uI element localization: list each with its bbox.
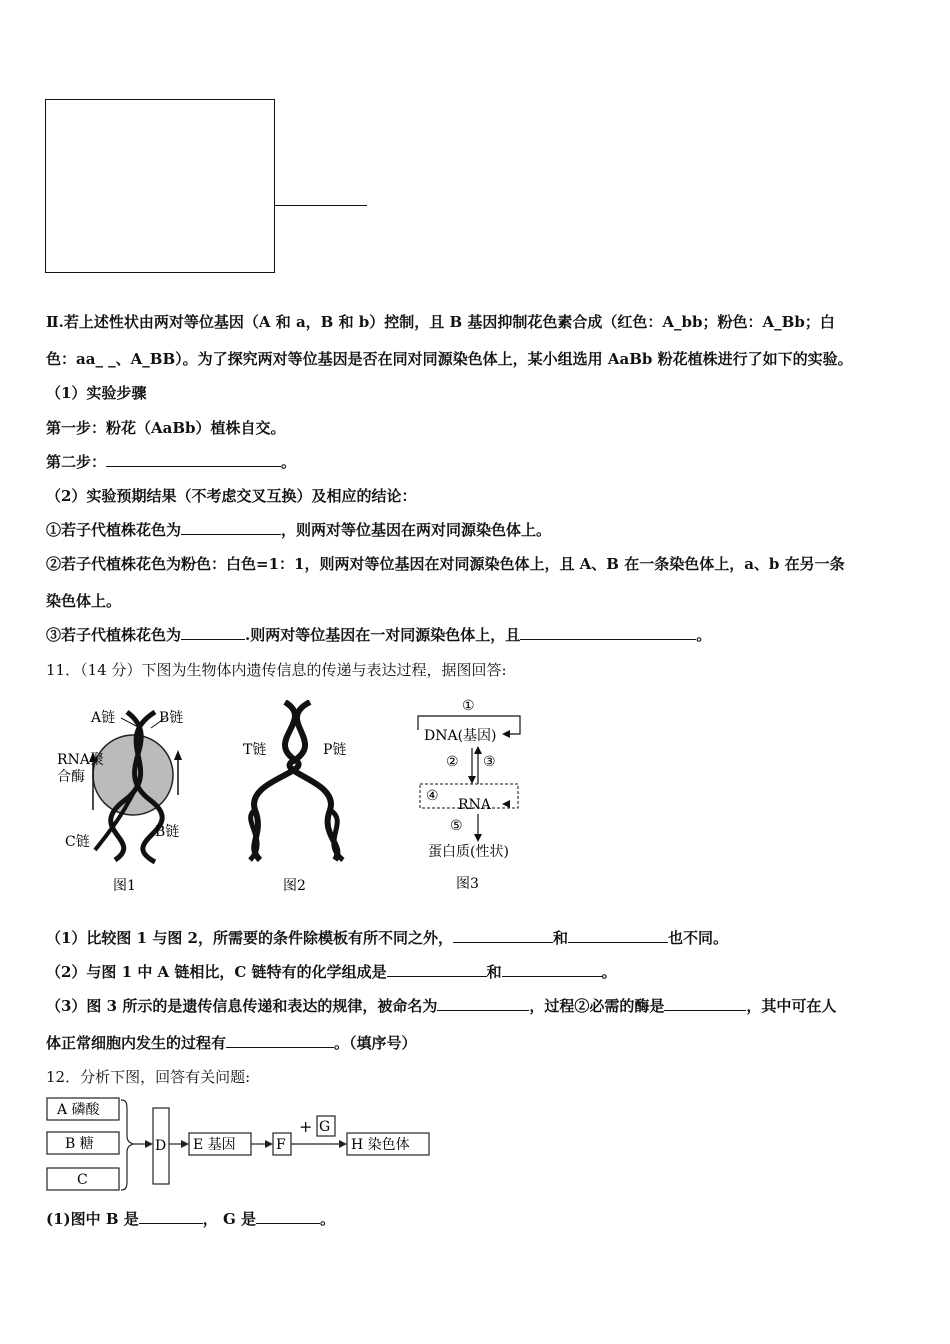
result3-suffix: 。 (696, 626, 712, 644)
q11-sub1-suffix: 也不同。 (668, 929, 729, 947)
result2-line2: 染色体上。 (46, 592, 122, 610)
q12-sub1-prefix: (1)图中 B 是 (46, 1210, 139, 1228)
q12-diagram (45, 1096, 435, 1196)
step1: 第一步：粉花（AaBb）植株自交。 (46, 419, 286, 437)
box-h-label: H 染色体 (351, 1137, 410, 1153)
arrow-up-right-head (174, 750, 182, 760)
result1-blank[interactable] (181, 520, 281, 535)
part2-line2: 色：aa_ _、A_BB）。为了探究两对等位基因是否在同对同源染色体上，某小组选用 AaBb 粉花植株进行了如下的实验。 (46, 350, 853, 368)
box-f-label: F (276, 1137, 286, 1153)
box-b-label: B 糖 (65, 1136, 94, 1152)
dna-label: DNA(基因) (424, 728, 497, 744)
box-a-label: A 磷酸 (57, 1102, 100, 1118)
q11-sub3-cont (46, 1032, 417, 1053)
b-chain-bottom-label: B链 (155, 824, 180, 840)
q11-title: 11．（14 分）下图为生物体内遗传信息的传递与表达过程，据图回答: (46, 661, 507, 679)
q12-sub1 (46, 1208, 335, 1229)
figure-1-caption: 图1 (113, 878, 136, 894)
process-3-label: ③ (483, 754, 496, 770)
box-e-label: E 基因 (193, 1137, 236, 1153)
a-chain-label: A链 (91, 710, 116, 726)
q11-sub2-mid: 和 (486, 963, 502, 981)
rna-arrowhead (502, 800, 510, 808)
q11-sub3-mid: ，过程②必需的酶是 (529, 997, 665, 1015)
arrow-to-e-head (181, 1140, 189, 1148)
result3-mid: .则两对等位基因在一对同源染色体上，且 (245, 626, 521, 644)
result2-line1: ②若子代植株花色为粉色：白色=1：1，则两对等位基因在对同源染色体上，且 A、B 在一条染色体上，a、b 在另一条 (46, 555, 845, 573)
rna-polymerase-label-2: 合酶 (57, 769, 85, 785)
q11-sub3-blank-1[interactable] (437, 996, 529, 1011)
box-c-label: C (77, 1172, 88, 1188)
arrow-to-f-head (265, 1140, 273, 1148)
reverse-transcription-arrowhead (474, 746, 482, 754)
process-4-label: ④ (426, 788, 439, 804)
protein-label: 蛋白质(性状) (428, 844, 509, 860)
q11-sub3b-prefix: 体正常细胞内发生的过程有 (46, 1034, 227, 1052)
q12-sub1-blank-2[interactable] (256, 1209, 320, 1224)
q11-sub3-prefix: （3）图 3 所示的是遗传信息传递和表达的规律，被命名为 (46, 997, 438, 1015)
rna-label: RNA (458, 797, 491, 813)
replication-arrowhead (502, 730, 510, 738)
part2-line1: Ⅱ.若上述性状由两对等位基因（A 和 a，B 和 b）控制，且 B 基因抑制花色素合成（红色：A_bb；粉色：A_Bb；白 (46, 313, 835, 331)
result3 (46, 624, 711, 645)
q11-sub3-suffix: ，其中可在人 (746, 997, 837, 1015)
transcription-arrowhead (468, 776, 476, 784)
helix-strand-1 (254, 702, 299, 860)
answer-box (45, 99, 275, 273)
arrow-to-d-head (145, 1140, 153, 1148)
q11-sub1-blank-2[interactable] (568, 928, 668, 943)
q11-sub2-suffix: 。 (601, 963, 617, 981)
step2-prefix: 第二步： (46, 453, 107, 471)
grouping-brace (121, 1100, 133, 1190)
arrow-to-h-head (339, 1140, 347, 1148)
c-chain-label: C链 (65, 834, 90, 850)
figure-3-caption: 图3 (456, 876, 479, 892)
q12-sub1-blank-1[interactable] (139, 1209, 203, 1224)
step2 (46, 451, 296, 472)
q11-sub3b-suffix: 。（填序号） (334, 1034, 417, 1052)
figure-3 (410, 692, 535, 892)
process-1-label: ① (462, 698, 475, 714)
results-title: （2）实验预期结果（不考虑交叉互换）及相应的结论： (46, 487, 417, 505)
q11-sub1 (46, 927, 728, 948)
step2-suffix: 。 (281, 453, 297, 471)
p-chain-label: P链 (323, 742, 347, 758)
helix-strand-2 (290, 702, 338, 860)
plus-sign: + (299, 1117, 313, 1136)
figure-1 (55, 700, 205, 895)
figure-2 (225, 700, 365, 895)
result3-blank-2[interactable] (520, 625, 696, 640)
figure-2-caption: 图2 (283, 878, 306, 894)
q11-sub2-blank-2[interactable] (502, 962, 602, 977)
box-g-label: G (319, 1119, 331, 1135)
steps-title: （1）实验步骤 (46, 384, 147, 402)
q11-sub3-blank-2[interactable] (664, 996, 746, 1011)
process-2-label: ② (446, 754, 459, 770)
q12-sub1-suffix: 。 (320, 1210, 336, 1228)
answer-box-line (274, 205, 367, 206)
step2-blank[interactable] (106, 452, 281, 467)
result1-suffix: ，则两对等位基因在两对同源染色体上。 (281, 521, 552, 539)
result3-blank-1[interactable] (181, 625, 245, 640)
process-5-label: ⑤ (450, 818, 463, 834)
result1 (46, 519, 551, 540)
q11-sub2-prefix: （2）与图 1 中 A 链相比，C 链特有的化学组成是 (46, 963, 387, 981)
result1-prefix: ①若子代植株花色为 (46, 521, 182, 539)
q11-sub1-blank-1[interactable] (453, 928, 553, 943)
q11-sub3b-blank[interactable] (226, 1033, 334, 1048)
box-d-label: D (155, 1138, 167, 1154)
b-chain-top-label: B链 (159, 710, 184, 726)
q11-sub1-mid: 和 (552, 929, 568, 947)
q11-sub3 (46, 995, 836, 1016)
rna-polymerase-label-1: RNA聚 (57, 752, 104, 768)
q11-sub2 (46, 961, 617, 982)
result3-prefix: ③若子代植株花色为 (46, 626, 182, 644)
q11-sub1-prefix: （1）比较图 1 与图 2，所需要的条件除模板有所不同之外， (46, 929, 453, 947)
t-chain-label: T链 (243, 742, 267, 758)
q12-sub1-mid: ， G 是 (202, 1210, 257, 1228)
q11-sub2-blank-1[interactable] (387, 962, 487, 977)
q12-title: 12．分析下图，回答有关问题: (46, 1068, 251, 1086)
translation-arrowhead (474, 834, 482, 842)
